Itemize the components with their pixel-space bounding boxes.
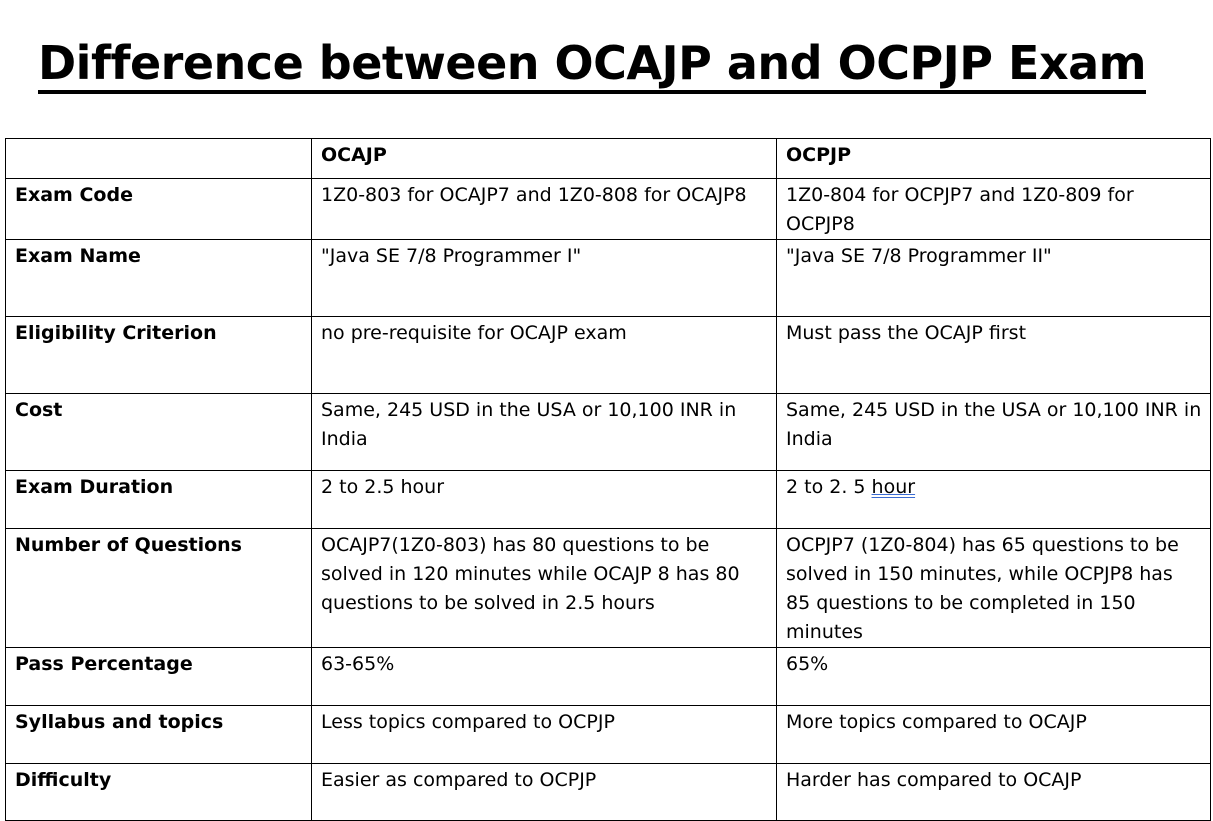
table-row	[6, 317, 1211, 394]
ocpjp-cell	[777, 471, 1211, 529]
ocajp-cell: 63-65%	[312, 648, 777, 706]
row-label: Number of Questions	[6, 529, 312, 648]
ocpjp-cell: "Java SE 7/8 Programmer II"	[777, 240, 1211, 317]
ocpjp-cell: Harder has compared to OCAJP	[777, 764, 1211, 821]
table-row	[6, 240, 1211, 317]
table-row	[6, 179, 1211, 240]
row-label: Exam Name	[6, 240, 312, 317]
ocajp-cell: OCAJP7(1Z0-803) has 80 questions to be solved in 120 minutes while OCAJP 8 has 80 questions to be solved in 2.5 hours	[312, 529, 777, 648]
row-label: Pass Percentage	[6, 648, 312, 706]
row-label: Difficulty	[6, 764, 312, 821]
table-row	[6, 706, 1211, 764]
row-label: Cost	[6, 394, 312, 471]
ocpjp-cell: Must pass the OCAJP first	[777, 317, 1211, 394]
ocajp-cell: Less topics compared to OCPJP	[312, 706, 777, 764]
ocpjp-cell: Same, 245 USD in the USA or 10,100 INR in India	[777, 394, 1211, 471]
ocajp-cell: 2 to 2.5 hour	[312, 471, 777, 529]
ocpjp-cell: OCPJP7 (1Z0-804) has 65 questions to be solved in 150 minutes, while OCPJP8 has 85 questions to be completed in 150 minutes	[777, 529, 1211, 648]
row-label: Exam Code	[6, 179, 312, 240]
ocajp-cell: "Java SE 7/8 Programmer I"	[312, 240, 777, 317]
page-title-text: Difference between OCAJP and OCPJP Exam	[38, 36, 1146, 94]
table-header-row	[6, 139, 1211, 179]
table-row	[6, 648, 1211, 706]
table-row	[6, 764, 1211, 821]
page-title	[38, 30, 1146, 96]
ocpjp-cell: 1Z0-804 for OCPJP7 and 1Z0-809 for OCPJP8	[777, 179, 1211, 240]
row-label: Eligibility Criterion	[6, 317, 312, 394]
row-label: Syllabus and topics	[6, 706, 312, 764]
header-cell-ocpjp: OCPJP	[777, 139, 1211, 179]
ocpjp-duration-text: 2 to 2. 5	[786, 476, 872, 498]
ocajp-cell: no pre-requisite for OCAJP exam	[312, 317, 777, 394]
ocajp-cell: Same, 245 USD in the USA or 10,100 INR in India	[312, 394, 777, 471]
table-row	[6, 471, 1211, 529]
ocajp-cell: 1Z0-803 for OCAJP7 and 1Z0-808 for OCAJP8	[312, 179, 777, 240]
comparison-table	[5, 138, 1211, 821]
row-label: Exam Duration	[6, 471, 312, 529]
header-cell-ocajp: OCAJP	[312, 139, 777, 179]
ocpjp-cell: 65%	[777, 648, 1211, 706]
table-row	[6, 394, 1211, 471]
table-row	[6, 529, 1211, 648]
ocpjp-cell: More topics compared to OCAJP	[777, 706, 1211, 764]
spellcheck-word: hour	[871, 476, 916, 498]
header-cell-empty	[6, 139, 312, 179]
ocajp-cell: Easier as compared to OCPJP	[312, 764, 777, 821]
